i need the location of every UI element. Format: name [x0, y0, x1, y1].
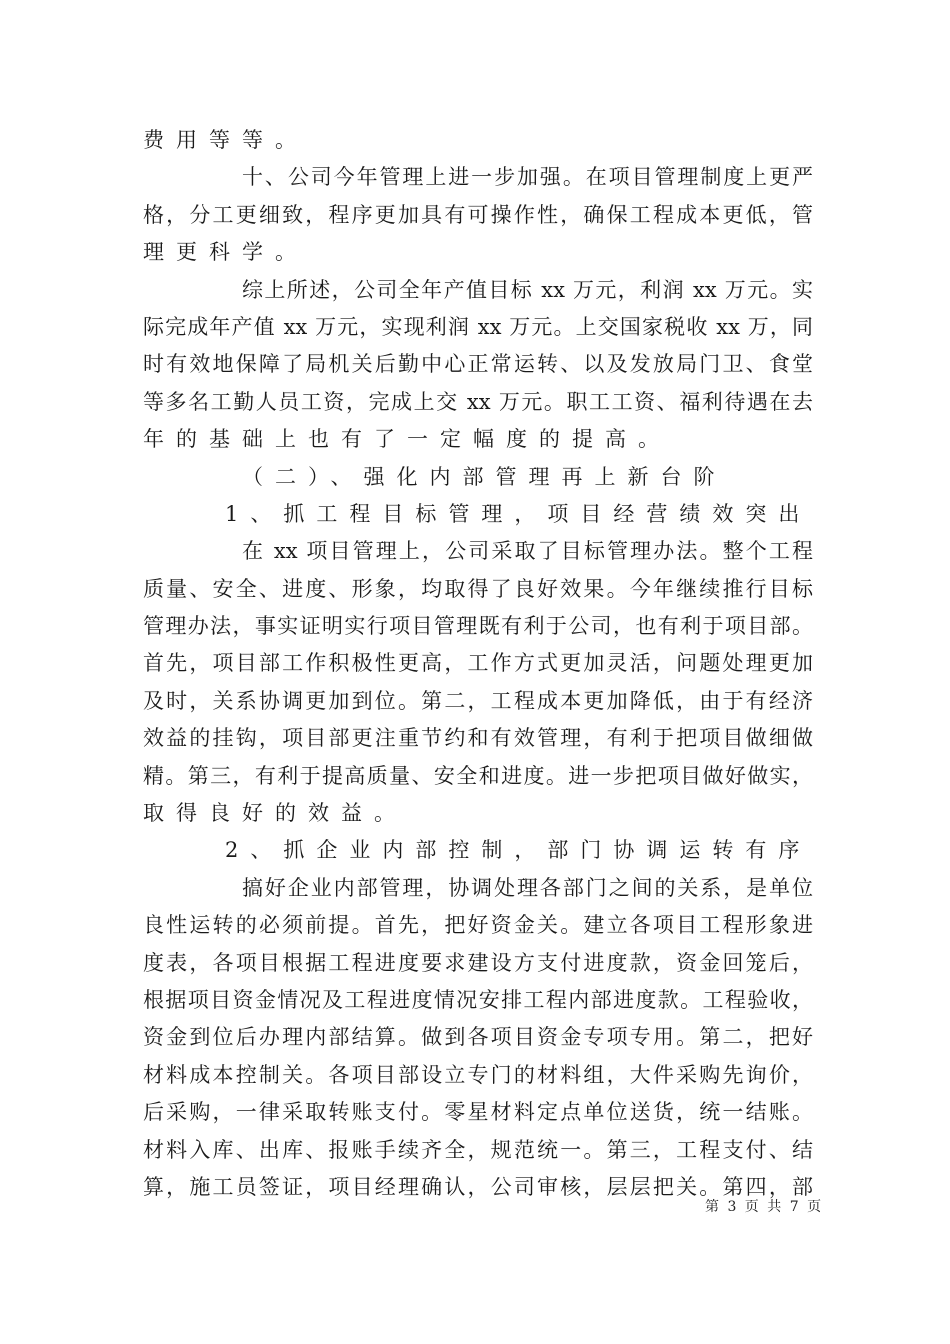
text-line: 取得良好的效益。 — [143, 801, 407, 826]
text-line: 材料入库、出库、报账手续齐全，规范统一。第三，工程支付、结 — [143, 1137, 813, 1162]
text-line: 等多名工勤人员工资，完成上交 xx 万元。职工工资、福利待遇在去 — [143, 389, 813, 414]
text-line: 十、公司今年管理上进一步加强。在项目管理制度上更严 — [242, 165, 813, 190]
text-line: 际完成年产值 xx 万元，实现利润 xx 万元。上交国家税收 xx 万，同 — [143, 314, 813, 339]
text-line: 及时，关系协调更加到位。第二，工程成本更加降低，由于有经济 — [143, 688, 813, 713]
paragraph-start: 在 xx 项目管理上，公司采取了目标管理办法。整个工程 — [242, 539, 813, 564]
text-line: 后采购，一律采取转账支付。零星材料定点单位送货，统一结账。 — [143, 1100, 813, 1125]
text-line: 格，分工更细致，程序更加具有可操作性，确保工程成本更低，管 — [143, 202, 813, 227]
text-line: 效益的挂钩，项目部更注重节约和有效管理，有利于把项目做细做 — [143, 726, 813, 751]
text-line: 时有效地保障了局机关后勤中心正常运转、以及发放局门卫、食堂 — [143, 352, 813, 377]
text-line: 精。第三，有利于提高质量、安全和进度。进一步把项目做好做实， — [143, 763, 813, 788]
text-line: 资金到位后办理内部结算。做到各项目资金专项专用。第二，把好 — [143, 1025, 813, 1050]
text-line: 材料成本控制关。各项目部设立专门的材料组，大件采购先询价， — [143, 1062, 813, 1087]
subsection-heading: 2、抓企业内部控制，部门协调运转有序 — [225, 838, 812, 863]
text-line: 质量、安全、进度、形象，均取得了良好效果。今年继续推行目标 — [143, 576, 813, 601]
text-line: 理更科学。 — [143, 240, 308, 265]
paragraph-start: 搞好企业内部管理，协调处理各部门之间的关系，是单位 — [242, 875, 813, 900]
text-line: 度表，各项目根据工程进度要求建设方支付进度款，资金回笼后， — [143, 950, 813, 975]
subsection-heading: 1、抓工程目标管理，项目经营绩效突出 — [225, 501, 812, 526]
paragraph-start: 综上所述，公司全年产值目标 xx 万元，利润 xx 万元。实 — [242, 277, 813, 302]
text-line: 根据项目资金情况及工程进度情况安排工程内部进度款。工程验收， — [143, 987, 813, 1012]
page-number: 第 3 页 共 7 页 — [705, 1199, 824, 1215]
section-heading: （二）、强化内部管理再上新台阶 — [242, 464, 727, 489]
text-line: 费用等等。 — [143, 128, 308, 152]
text-line: 管理办法，事实证明实行项目管理既有利于公司，也有利于项目部。 — [143, 614, 813, 639]
text-line: 年的基础上也有了一定幅度的提高。 — [143, 427, 671, 452]
document-body — [143, 122, 813, 1206]
text-line: 算，施工员签证，项目经理确认，公司审核，层层把关。第四，部 — [143, 1174, 813, 1199]
text-line: 首先，项目部工作积极性更高，工作方式更加灵活，问题处理更加 — [143, 651, 813, 676]
text-line: 良性运转的必须前提。首先，把好资金关。建立各项目工程形象进 — [143, 913, 813, 938]
